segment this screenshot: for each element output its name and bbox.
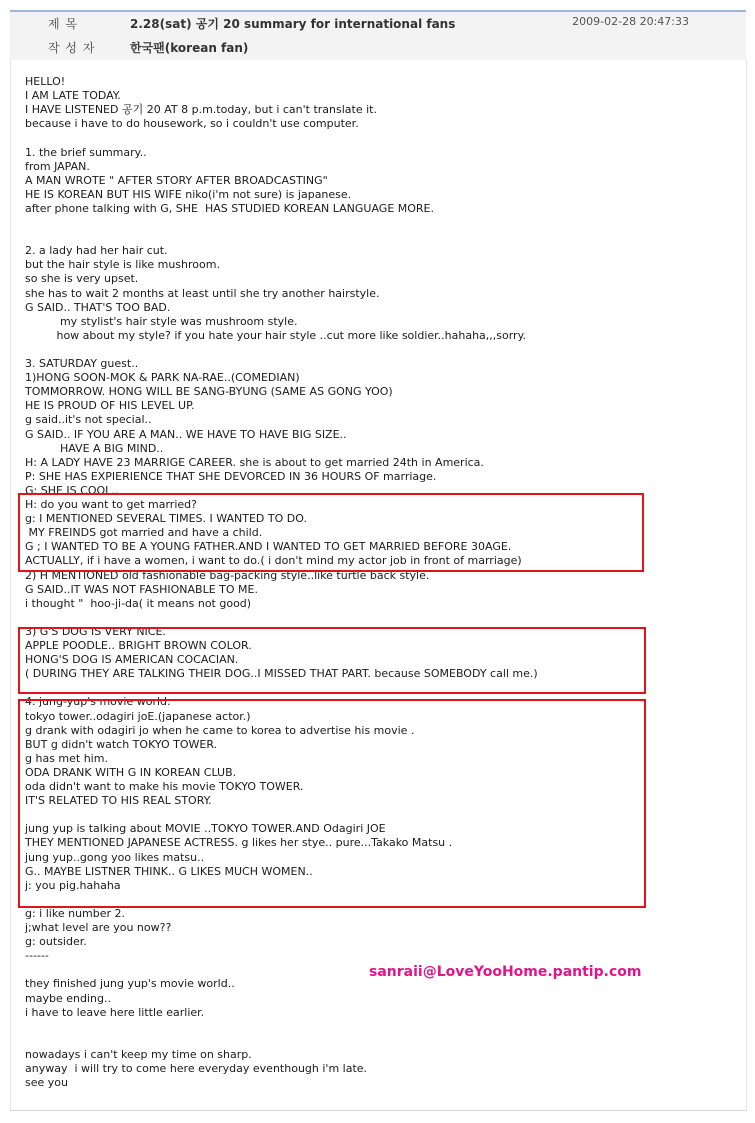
post-line: H: do you want to get married? [25,498,197,511]
post-line: g: i like number 2. [25,906,126,920]
post-line: 1)HONG SOON-MOK & PARK NA-RAE..(COMEDIAN) [25,371,300,385]
credit-signature: sanraii@LoveYooHome.pantip.com [369,964,642,980]
post-line: so she is very upset. [25,272,139,286]
post-line: 4. jung-yup's movie world. [25,695,171,709]
highlight-box-dog [18,624,646,694]
post-line: i have to leave here little earlier. [25,1005,205,1019]
post-line: nowadays i can't keep my time on sharp. [25,1047,252,1061]
post-line: G SAID.. THAT'S TOO BAD. [25,300,171,314]
content-border-left [10,60,11,1110]
post-line: she has to wait 2 months at least until she try another hairstyle. [25,286,380,300]
post-line: 3. SATURDAY guest.. [25,357,139,370]
post-line: G.. MAYBE LISTNER THINK.. G LIKES MUCH WOMEN.. [25,864,313,878]
post-line: my stylist's hair style was mushroom style. [25,314,298,328]
post-line: MY FREINDS got married and have a child. [25,526,263,540]
post-date: 2009-02-28 20:47:33 [572,15,689,28]
post-line: 2) H MENTIONED old fashionable bag-packing style..like turtle back style. [25,568,430,582]
post-line: g drank with odagiri jo when he came to korea to advertise his movie . [25,723,415,737]
post-line: i thought " hoo-ji-da( it means not good) [25,596,252,610]
post-line: g said..it's not special.. [25,413,152,427]
post-line: ACTUALLY, if i have a women, i want to do.( i don't mind my actor job in front of marriage) [25,554,522,568]
post-line: maybe ending.. [25,991,111,1005]
post-line: I HAVE LISTENED 공기 20 AT 8 p.m.today, but i can't translate it. [25,103,377,117]
post-line: j;what level are you now?? [25,921,172,934]
post-line: how about my style? if you hate your hair style ..cut more like soldier..hahaha,,,sorry. [25,328,527,342]
post-line: from JAPAN. [25,159,90,173]
post-line: j: you pig.hahaha [25,878,121,892]
post-line: I AM LATE TODAY. [25,89,121,103]
subject-row [10,15,746,37]
post-line: jung yup is talking about MOVIE ..TOKYO TOWER.AND Odagiri JOE [25,822,386,836]
post-line: g: outsider. [25,935,87,949]
post-line: IT'S RELATED TO HIS REAL STORY. [25,794,212,808]
post-line: after phone talking with G, SHE HAS STUDIED KOREAN LANGUAGE MORE. [25,201,434,215]
post-line: H: A LADY HAVE 23 MARRIGE CAREER. she is about to get married 24th in America. [25,455,484,469]
post-header [10,12,746,60]
post-author: 한국팬(korean fan) [130,41,249,55]
post-title: 2.28(sat) 공기 20 summary for international fans [130,17,456,31]
content-border-right [746,60,747,1110]
post-line: ------ [25,949,49,963]
post-line: THEY MENTIONED JAPANESE ACTRESS. g likes her stye.. pure...Takako Matsu . [25,836,453,850]
post-line: oda didn't want to make his movie TOKYO TOWER. [25,780,304,793]
post-line: HE IS KOREAN BUT HIS WIFE niko(i'm not sure) is japanese. [25,187,352,201]
post-line: APPLE POODLE.. BRIGHT BROWN COLOR. [25,639,252,652]
post-line: but the hair style is like mushroom. [25,258,220,272]
post-line: g has met him. [25,751,108,765]
post-line: 2. a lady had her hair cut. [25,244,168,258]
post-line: HELLO! [25,75,66,88]
post-line: HE IS PROUD OF HIS LEVEL UP. [25,399,195,413]
author-row [10,39,746,61]
subject-label: 제 목 [48,17,78,31]
post-line: 3) G'S DOG IS VERY NICE. [25,624,166,638]
highlight-box-marriage [18,493,644,572]
post-line: ( DURING THEY ARE TALKING THEIR DOG..I MISSED THAT PART. because SOMEBODY call me.) [25,667,538,681]
post-line: TOMMORROW. HONG WILL BE SANG-BYUNG (SAME AS GONG YOO) [25,385,393,399]
post-line: G: SHE IS COOL.. [25,483,119,497]
post-line: tokyo tower..odagiri joE.(japanese actor.) [25,709,251,723]
author-label: 작 성 자 [48,41,96,55]
post-line: jung yup..gong yoo likes matsu.. [25,850,205,864]
post-line: G SAID.. IF YOU ARE A MAN.. WE HAVE TO HAVE BIG SIZE.. [25,427,347,441]
highlight-box-movie [18,699,646,908]
post-line: HONG'S DOG IS AMERICAN COCACIAN. [25,653,239,667]
post-line: P: SHE HAS EXPIERIENCE THAT SHE DEVORCED IN 36 HOURS OF marriage. [25,469,437,483]
post-line: G ; I WANTED TO BE A YOUNG FATHER.AND I WANTED TO GET MARRIED BEFORE 30AGE. [25,540,512,554]
post-line: see you [25,1076,68,1090]
post-line: ODA DRANK WITH G IN KOREAN CLUB. [25,765,237,779]
post-line: BUT g didn't watch TOKYO TOWER. [25,737,218,751]
content-border-bottom [10,1110,747,1111]
post-line: 1. the brief summary.. [25,145,147,159]
post-line: anyway i will try to come here everyday eventhough i'm late. [25,1062,368,1075]
post-line: because i have to do housework, so i couldn't use computer. [25,117,359,131]
post-line: g: I MENTIONED SEVERAL TIMES. I WANTED TO DO. [25,512,307,526]
post-line: they finished jung yup's movie world.. [25,977,235,991]
post-line: G SAID..IT WAS NOT FASHIONABLE TO ME. [25,582,258,596]
post-line: HAVE A BIG MIND.. [25,441,164,455]
post-line: A MAN WROTE " AFTER STORY AFTER BROADCASTING" [25,173,328,187]
